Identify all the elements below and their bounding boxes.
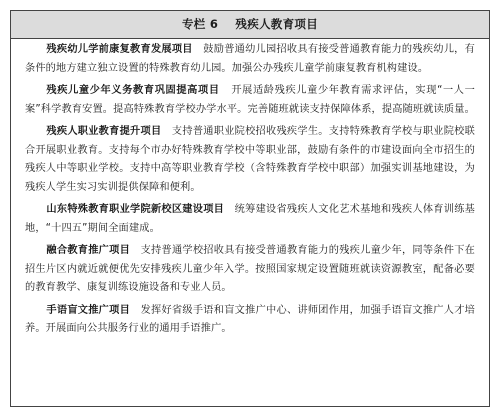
project-body: 支持普通职业院校招收残疾学生。支持特殊教育学校与职业院校联合开展职业教育。支持每个市办好特殊教育学校中等职业部，鼓励有条件的市建设面向全市招生的残疾人中等职业学校。支持中高等职业教育学校（含特殊教育学校中职部）加强实训基地建设，为残疾人学生实习实训提供保障和便利。: [25, 126, 475, 193]
project-item: [25, 302, 475, 339]
project-body: 开展适龄残疾儿童少年教育需求评估，实现“一人一案”科学教育安置。提高特殊教育学校办学水平。完善随班就读支持保障体系，提高随班就读质量。: [25, 85, 475, 115]
project-title: 残疾幼儿学前康复教育发展项目: [46, 44, 193, 55]
column-content: [25, 41, 475, 343]
column-number: 专栏 6: [181, 17, 219, 31]
project-item: [25, 82, 475, 119]
column-title: 残疾人教育项目: [235, 17, 319, 31]
project-title: 残疾人职业教育提升项目: [46, 126, 162, 137]
project-body: 鼓励普通幼儿园招收具有接受普通教育能力的残疾幼儿，有条件的地方建立独立设置的特殊教育幼儿园。加强公办残疾儿童学前康复教育机构建设。: [25, 44, 475, 74]
project-item: [25, 123, 475, 197]
project-item: [25, 201, 475, 238]
project-item: [25, 242, 475, 298]
project-body: 支持普通学校招收具有接受普通教育能力的残疾儿童少年，同等条件下在招生片区内就近就便优先安排残疾儿童少年入学。按照国家规定设置随班就读资源教室，配备必要的教育教学、康复训练设施设备和专业人员。: [25, 245, 476, 293]
project-body: 统筹建设省残疾人文化艺术基地和残疾人体育训练基地，“十四五”期间全面建成。: [25, 204, 475, 234]
project-body: 发挥好省级手语和盲文推广中心、讲师团作用，加强手语盲文推广人才培养。开展面向公共服务行业的通用手语推广。: [25, 304, 476, 334]
project-title: 融合教育推广项目: [46, 245, 131, 256]
project-title: 山东特殊教育职业学院新校区建设项目: [46, 204, 225, 215]
project-title: 残疾儿童少年义务教育巩固提高项目: [46, 85, 220, 96]
project-title: 手语盲文推广项目: [46, 304, 131, 316]
project-item: [25, 41, 475, 78]
special-column-box: [10, 10, 490, 407]
column-header: [11, 11, 489, 39]
